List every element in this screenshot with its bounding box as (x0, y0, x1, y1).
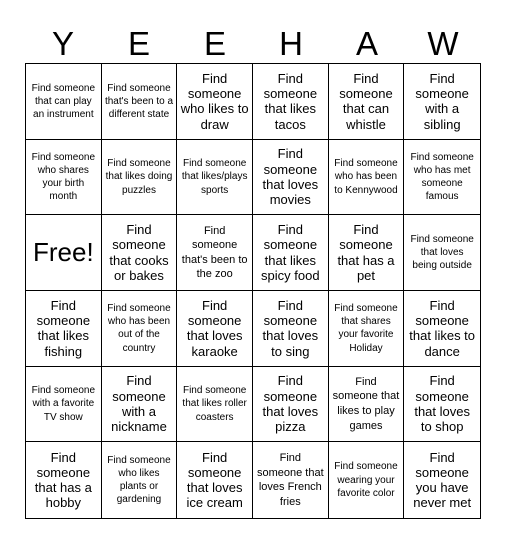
bingo-cell: Find someone that loves karaoke (177, 291, 253, 367)
bingo-cell: Find someone that likes fishing (26, 291, 102, 367)
bingo-cell: Find someone that loves to sing (253, 291, 329, 367)
bingo-cell: Find someone that has a hobby (26, 442, 102, 518)
bingo-cell: Find someone that loves French fries (253, 442, 329, 518)
bingo-cell: Find someone that loves being outside (404, 215, 480, 291)
header-letter-a: A (355, 24, 378, 62)
bingo-cell: Find someone that likes/plays sports (177, 140, 253, 216)
bingo-cell: Find someone that likes to play games (329, 367, 405, 443)
bingo-cell: Find someone with a sibling (404, 64, 480, 140)
bingo-cell: Find someone that loves ice cream (177, 442, 253, 518)
header-letter-h: H (279, 24, 303, 62)
header-letter-w: W (427, 24, 459, 62)
free-space-cell: Free! (26, 215, 102, 291)
bingo-cell: Find someone who has been out of the country (102, 291, 178, 367)
bingo-cell: Find someone who likes to draw (177, 64, 253, 140)
bingo-cell: Find someone that cooks or bakes (102, 215, 178, 291)
bingo-cell: Find someone with a favorite TV show (26, 367, 102, 443)
bingo-cell: Find someone that can play an instrument (26, 64, 102, 140)
bingo-cell: Find someone who likes plants or gardening (102, 442, 178, 518)
bingo-cell: Find someone that can whistle (329, 64, 405, 140)
bingo-grid (25, 63, 481, 519)
bingo-cell: Find someone that's been to a different state (102, 64, 178, 140)
bingo-cell: Find someone wearing your favorite color (329, 442, 405, 518)
bingo-cell: Find someone you have never met (413, 449, 472, 511)
bingo-cell: Find someone who shares your birth month (26, 140, 102, 216)
bingo-cell: Find someone that loves to shop (404, 367, 480, 443)
bingo-cell: Find someone that likes roller coasters (177, 367, 253, 443)
bingo-cell: Find someone that has a pet (329, 215, 405, 291)
bingo-cell: Find someone who has met someone famous (404, 140, 480, 216)
bingo-cell: Find someone with a nickname (102, 367, 178, 443)
bingo-cell: Find someone who has been to Kennywood (329, 140, 405, 216)
bingo-cell: Find someone that likes spicy food (253, 215, 329, 291)
header-letter-e: E (203, 24, 226, 62)
bingo-cell: Find someone that loves movies (253, 140, 329, 216)
bingo-cell: Find someone that shares your favorite Holiday (329, 291, 405, 367)
bingo-cell: Find someone that likes doing puzzles (102, 140, 178, 216)
header-letter-e: E (127, 24, 150, 62)
header-letter-y: Y (51, 24, 74, 62)
bingo-cell: Find someone that likes tacos (253, 64, 329, 140)
bingo-cell: Find someone that's been to the zoo (177, 215, 253, 291)
bingo-cell: Find someone that loves pizza (253, 367, 329, 443)
bingo-cell: Find someone that likes to dance (404, 291, 480, 367)
bingo-header (25, 22, 481, 64)
